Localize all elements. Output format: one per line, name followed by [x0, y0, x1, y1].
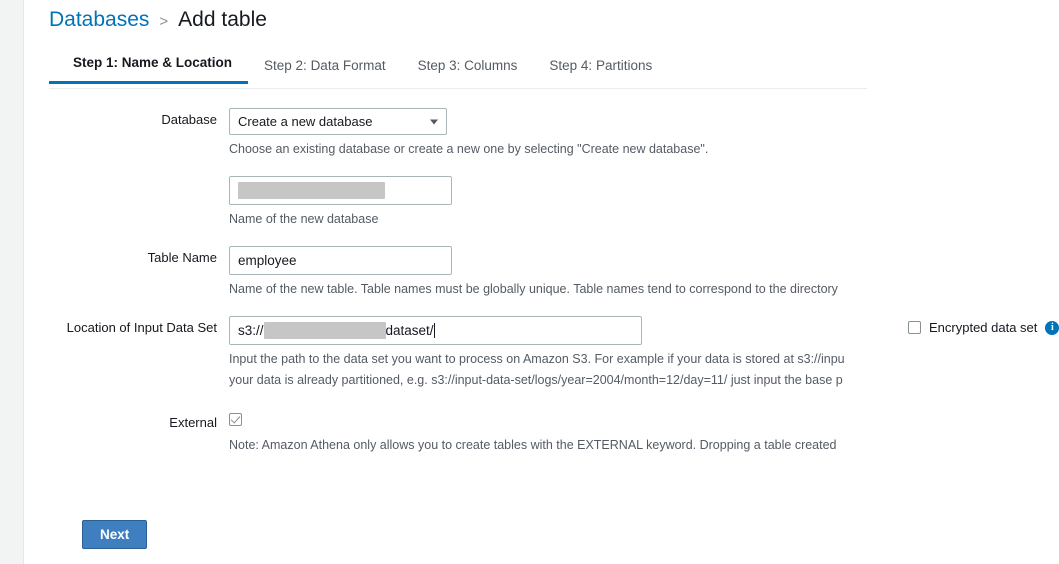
- external-hint: Note: Amazon Athena only allows you to create tables with the EXTERNAL keyword. Dropping a table created: [229, 437, 837, 452]
- database-row: [25, 108, 866, 158]
- encrypted-data-set-group[interactable]: [908, 320, 1059, 335]
- external-row: [25, 411, 866, 454]
- database-hint: Choose an existing database or create a new one by selecting "Create new database".: [229, 142, 709, 156]
- left-gutter: [0, 0, 24, 564]
- database-select[interactable]: [229, 108, 447, 135]
- database-select-value: Create a new database: [238, 114, 373, 129]
- external-label: External: [169, 414, 217, 430]
- location-field: [229, 316, 1054, 388]
- table-name-value: employee: [238, 253, 297, 269]
- redacted-value: [264, 322, 386, 339]
- new-database-hint: Name of the new database: [229, 212, 379, 227]
- tab-step-1-name-location[interactable]: Step 1: Name & Location: [49, 55, 248, 84]
- add-table-form: [25, 100, 1054, 454]
- info-icon[interactable]: i: [1045, 321, 1059, 335]
- tab-step-4-partitions[interactable]: Step 4: Partitions: [549, 58, 653, 73]
- breadcrumb-databases-link[interactable]: Databases: [49, 8, 150, 31]
- chevron-down-icon: [430, 119, 438, 124]
- breadcrumb: [49, 8, 267, 32]
- page-title: Add table: [178, 8, 267, 31]
- tab-step-3-columns[interactable]: Step 3: Columns: [417, 58, 518, 73]
- location-hint-line-1: Input the path to the data set you want to process on Amazon S3. For example if your data is stored at s3://inpu: [229, 352, 845, 367]
- table-name-row: [25, 246, 866, 298]
- wizard-tabs: [49, 55, 668, 84]
- external-checkbox[interactable]: [229, 413, 242, 426]
- database-label: Database: [161, 112, 217, 127]
- breadcrumb-separator: >: [159, 13, 169, 30]
- text-cursor: [434, 323, 435, 338]
- location-value-prefix: s3://: [238, 323, 264, 339]
- location-hint-line-2: your data is already partitioned, e.g. s3://input-data-set/logs/year=2004/month=12/day=11/ just input the base p: [229, 372, 843, 387]
- table-name-input[interactable]: [229, 246, 452, 275]
- location-input[interactable]: [229, 316, 642, 345]
- location-label: Location of Input Data Set: [66, 320, 217, 336]
- new-database-field: [229, 176, 866, 228]
- table-name-field: [229, 246, 866, 298]
- location-row: [25, 316, 1054, 388]
- external-field: [229, 411, 866, 454]
- tab-step-2-data-format[interactable]: Step 2: Data Format: [264, 58, 386, 73]
- encrypted-data-set-checkbox[interactable]: [908, 321, 921, 334]
- next-button[interactable]: Next: [82, 520, 147, 549]
- database-field: [229, 108, 866, 158]
- table-name-hint: Name of the new table. Table names must be globally unique. Table names tend to correspond to the directory: [229, 282, 838, 297]
- new-database-input[interactable]: [229, 176, 452, 205]
- table-name-label: Table Name: [147, 250, 217, 266]
- redacted-value: [238, 182, 385, 199]
- encrypted-data-set-label: Encrypted data set: [929, 320, 1038, 336]
- new-database-row: [25, 176, 866, 228]
- location-value-suffix: dataset/: [385, 323, 434, 339]
- new-database-label: [25, 176, 229, 180]
- tabs-underline: [49, 88, 867, 89]
- page-content: [25, 0, 1054, 564]
